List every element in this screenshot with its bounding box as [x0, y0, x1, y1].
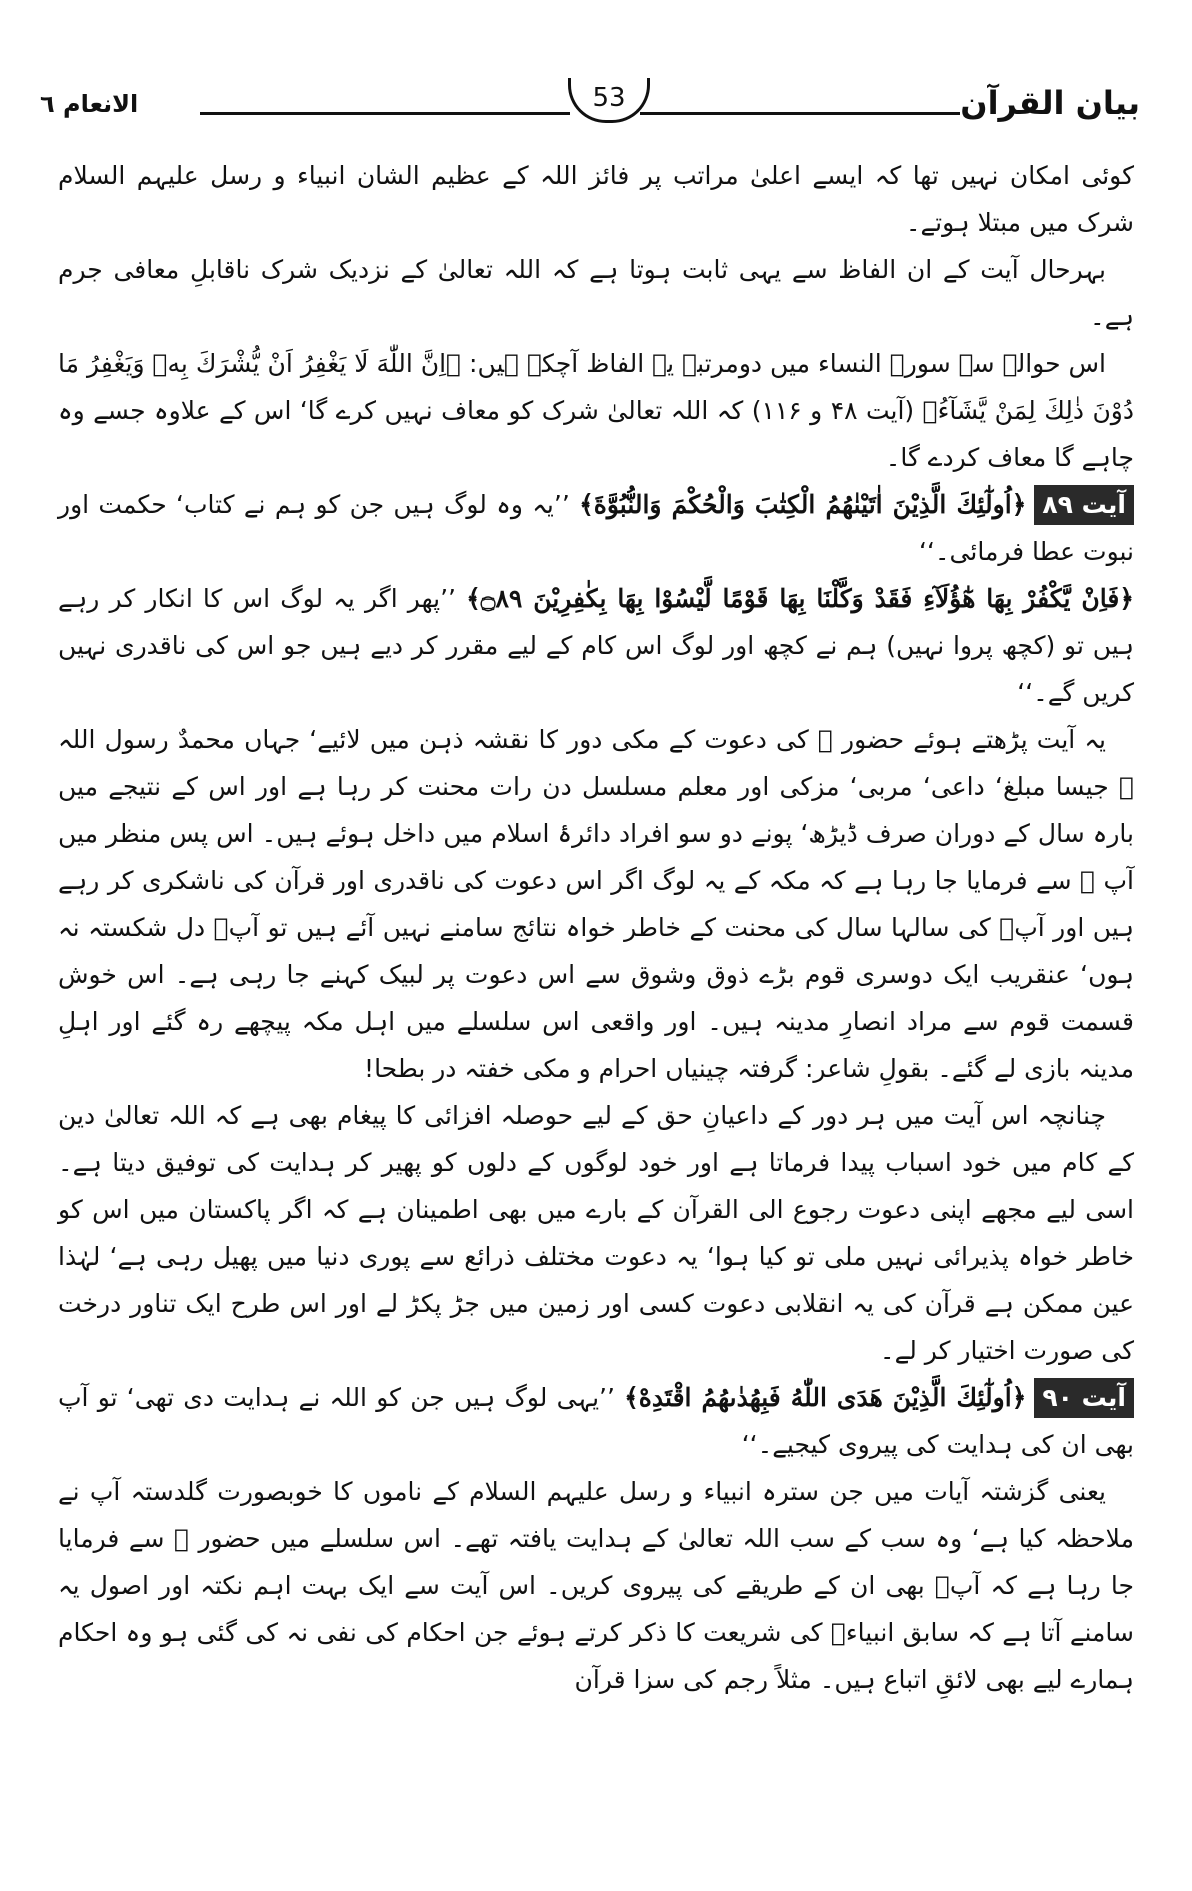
verse-translation: ’’پھر اگر یہ لوگ اس کا انکار کر رہے ہیں تو (کچھ پروا نہیں) ہم نے کچھ اور لوگ اس کام کے لیے مقرر کر دیے ہیں جو اس کی ناقدری نہیں کریں گے۔‘‘ [58, 584, 1134, 707]
commentary-paragraph: بہرحال آیت کے ان الفاظ سے یہی ثابت ہوتا ہے کہ اللہ تعالیٰ کے نزدیک شرک ناقابلِ معافی جرم ہے۔ [58, 255, 1134, 331]
verse-block [58, 1374, 1134, 1468]
verse-block [58, 481, 1134, 575]
verse-number-label: آیت ۸۹ [1034, 485, 1134, 525]
header-rule-left [200, 112, 570, 115]
commentary-paragraph: کوئی امکان نہیں تھا کہ ایسے اعلیٰ مراتب پر فائز اللہ کے عظیم الشان انبیاء و رسل علیہم السلام شرک میں مبتلا ہوتے۔ [58, 161, 1134, 237]
arabic-verse-text: ﴿فَاِنْ يَّكْفُرْ بِهَا هٰٓؤُلَآءِ فَقَدْ وَكَّلْنَا بِهَا قَوْمًا لَّيْسُوْا بِهَا بِكٰفِرِيْنَ ۝۸۹﴾ [466, 584, 1134, 613]
page-number: 53 [568, 78, 650, 123]
commentary-paragraph: یعنی گزشتہ آیات میں جن سترہ انبیاء و رسل علیہم السلام کے ناموں کا خوبصورت گلدستہ آپ نے ملاحظہ کیا ہے‘ وہ سب کے سب اللہ تعالیٰ کے ہدایت یافتہ تھے۔ اس سلسلے میں حضور ﷺ سے فرمایا جا رہا ہے کہ آپؐ بھی ان کے طریقے کی پیروی کریں۔ اس آیت سے ایک بہت اہم نکتہ اور اصول یہ سامنے آتا ہے کہ سابق انبیاءؑ کی شریعت کا ذکر کرتے ہوئے جن احکام کی نفی نہ کی گئی ہو وہ احکام ہمارے لیے بھی لائقِ اتباع ہیں۔ مثلاً رجم کی سزا قرآن [58, 1477, 1134, 1694]
commentary-paragraph: یہ آیت پڑھتے ہوئے حضور ﷺ کی دعوت کے مکی دور کا نقشہ ذہن میں لائیے‘ جہاں محمدٌ رسول اللہ ﷺ جیسا مبلغ‘ داعی‘ مربی‘ مزکی اور معلم مسلسل دن رات محنت کر رہا ہے اور اس کے نتیجے میں بارہ سال کے دوران صرف ڈیڑھ‘ پونے دو سو افراد دائرۂ اسلام میں داخل ہوئے ہیں۔ اس پس منظر میں آپ ﷺ سے فرمایا جا رہا ہے کہ مکہ کے یہ لوگ اگر اس دعوت کی ناقدری اور قرآن کی ناشکری کر رہے ہیں اور آپؐ کی سالہا سال کی محنت کے خاطر خواہ نتائج سامنے نہیں آئے ہیں تو آپؐ دل شکستہ نہ ہوں‘ عنقریب ایک دوسری قوم بڑے ذوق وشوق سے اس دعوت پر لبیک کہنے جا رہی ہے۔ اس خوش قسمت قوم سے مراد انصارِ مدینہ ہیں۔ اور واقعی اس سلسلے میں اہل مکہ پیچھے رہ گئے اور اہلِ مدینہ بازی لے گئے۔ بقولِ شاعر: گرفتہ چینیاں احرام و مکی خفتہ در بطحا! [58, 725, 1134, 1083]
arabic-verse-text: ﴿اُولٰٓئِكَ الَّذِيْنَ اٰتَيْنٰهُمُ الْكِتٰبَ وَالْحُكْمَ وَالنُّبُوَّةَ﴾ [579, 490, 1027, 519]
running-header [40, 78, 1140, 138]
commentary-paragraph: اس حوالے سے سورۃ النساء میں دومرتبہ یہ الفاظ آچکے ہیں: ﴿اِنَّ اللّٰهَ لَا يَغْفِرُ اَنْ يُّشْرَكَ بِهٖ وَيَغْفِرُ مَا دُوْنَ ذٰلِكَ لِمَنْ يَّشَآءُ﴾ (آیت ۴۸ و ۱۱۶) کہ اللہ تعالیٰ شرک کو معاف نہیں کرے گا‘ اس کے علاوہ جسے وہ چاہے گا معاف کردے گا۔ [58, 349, 1135, 472]
verse-translation: ’’یہی لوگ ہیں جن کو اللہ نے ہدایت دی تھی‘ تو آپ بھی ان کی ہدایت کی پیروی کیجیے۔‘‘ [58, 1383, 1134, 1459]
book-title: بیان القرآن [960, 84, 1140, 122]
surah-title: الانعام ٦ [40, 90, 139, 118]
verse-block [58, 575, 1134, 716]
verse-number-label: آیت ۹۰ [1034, 1378, 1134, 1418]
verse-translation: ’’یہ وہ لوگ ہیں جن کو ہم نے کتاب‘ حکمت اور نبوت عطا فرمائی۔‘‘ [58, 490, 1134, 566]
page-body [58, 152, 1134, 1703]
arabic-verse-text: ﴿اُولٰٓئِكَ الَّذِيْنَ هَدَى اللّٰهُ فَبِهُدٰىهُمُ اقْتَدِهْ﴾ [624, 1383, 1027, 1412]
header-rule-right [640, 112, 960, 115]
commentary-paragraph: چنانچہ اس آیت میں ہر دور کے داعیانِ حق کے لیے حوصلہ افزائی کا پیغام بھی ہے کہ اللہ تعالیٰ دین کے کام میں خود اسباب پیدا فرماتا ہے اور خود لوگوں کے دلوں کو پھیر کر ہدایت کی توفیق دیتا ہے۔ اسی لیے مجھے اپنی دعوت رجوع الی القرآن کے بارے میں بھی اطمینان ہے کہ اگر پاکستان میں اس کو خاطر خواہ پذیرائی نہیں ملی تو کیا ہوا‘ یہ دعوت مختلف ذرائع سے پوری دنیا میں پھیل رہی ہے‘ لہٰذا عین ممکن ہے قرآن کی یہ انقلابی دعوت کسی اور زمین میں جڑ پکڑ لے اور اس طرح ایک تناور درخت کی صورت اختیار کر لے۔ [58, 1101, 1134, 1365]
